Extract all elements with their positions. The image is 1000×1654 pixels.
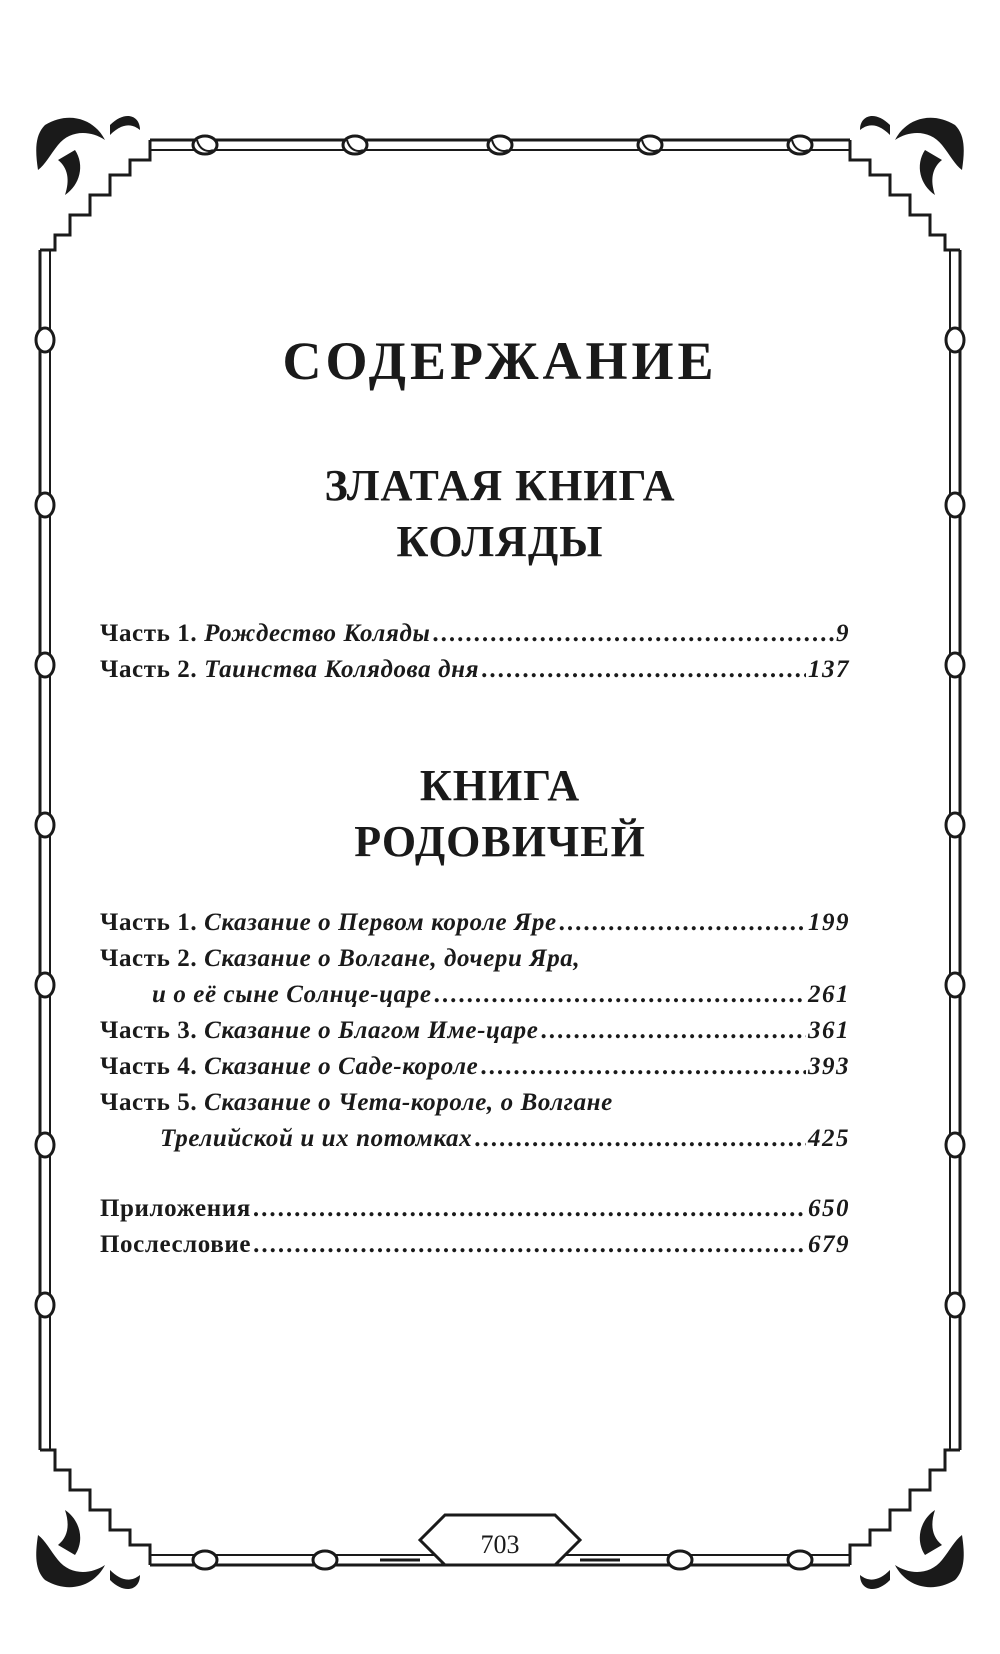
- toc-entry-title: Сказание о Саде-короле: [204, 1053, 479, 1080]
- book1-title-line1: ЗЛАТАЯ КНИГА: [324, 461, 676, 510]
- toc-entry-title: Таинства Колядова дня: [204, 656, 480, 683]
- toc-entry-title-cont: Трелийской и их потомках: [160, 1125, 473, 1152]
- toc-entry-label: Часть 3.: [100, 1017, 205, 1044]
- leader-dots: [559, 905, 806, 941]
- book2-title: [0, 758, 1000, 870]
- toc-entry-title: Рождество Коляды: [204, 620, 431, 647]
- toc-entry-label: Послесловие: [100, 1231, 252, 1258]
- toc-entry-page: 650: [808, 1195, 850, 1222]
- toc-entry[interactable]: [100, 616, 850, 652]
- toc-entry-title: Сказание о Первом короле Яре: [204, 909, 557, 936]
- toc-entry-page: 361: [808, 1017, 850, 1044]
- toc-entry-page: 679: [808, 1231, 850, 1258]
- toc-entry-title: Сказание о Чета-короле, о Волгане: [204, 1089, 613, 1116]
- toc-entry[interactable]: [100, 905, 850, 941]
- toc-entry-page: 393: [808, 1053, 850, 1080]
- leader-dots: [253, 1227, 806, 1263]
- leader-dots: [253, 1191, 806, 1227]
- toc-entry[interactable]: [100, 1013, 850, 1049]
- toc-entry-page: 9: [836, 620, 850, 647]
- book2-title-line2: РОДОВИЧЕЙ: [354, 817, 646, 866]
- book1-title: [0, 458, 1000, 570]
- toc-entry-page: 137: [808, 656, 850, 683]
- toc-entry-label: Часть 4.: [100, 1053, 205, 1080]
- toc-entry-title: Сказание о Волгане, дочери Яра,: [204, 945, 581, 972]
- toc-entry-label: Часть 5.: [100, 1089, 205, 1116]
- toc-entry-title-cont: и о её сыне Солнце-царе: [152, 981, 432, 1008]
- leader-dots: [474, 1121, 806, 1157]
- book2-toc: [100, 905, 850, 1157]
- toc-entry-title: Сказание о Благом Име-царе: [204, 1017, 539, 1044]
- toc-entry-label: Часть 1.: [100, 620, 205, 647]
- toc-entry-label: Приложения: [100, 1195, 251, 1222]
- toc-entry-page: 261: [808, 981, 850, 1008]
- toc-entry[interactable]: [100, 1049, 850, 1085]
- toc-entry-label: Часть 2.: [100, 945, 205, 972]
- leader-dots: [432, 616, 834, 652]
- toc-entry-page: 199: [808, 909, 850, 936]
- toc-entry[interactable]: [100, 652, 850, 688]
- book1-toc: [100, 616, 850, 688]
- leader-dots: [480, 1049, 806, 1085]
- toc-entry[interactable]: [100, 1227, 850, 1263]
- leader-dots: [434, 977, 806, 1013]
- book2-title-line1: КНИГА: [419, 761, 581, 810]
- toc-entry-multiline[interactable]: [100, 1085, 850, 1157]
- toc-entry-label: Часть 2.: [100, 656, 205, 683]
- contents-title: СОДЕРЖАНИЕ: [282, 331, 718, 391]
- appendix-toc: [100, 1191, 850, 1263]
- toc-entry-page: 425: [808, 1125, 850, 1152]
- toc-entry-multiline[interactable]: [100, 941, 850, 1013]
- toc-entry[interactable]: [100, 1191, 850, 1227]
- book1-title-line2: КОЛЯДЫ: [396, 517, 604, 566]
- leader-dots: [540, 1013, 806, 1049]
- page-number: 703: [480, 1530, 520, 1559]
- leader-dots: [481, 652, 806, 688]
- toc-entry-label: Часть 1.: [100, 909, 205, 936]
